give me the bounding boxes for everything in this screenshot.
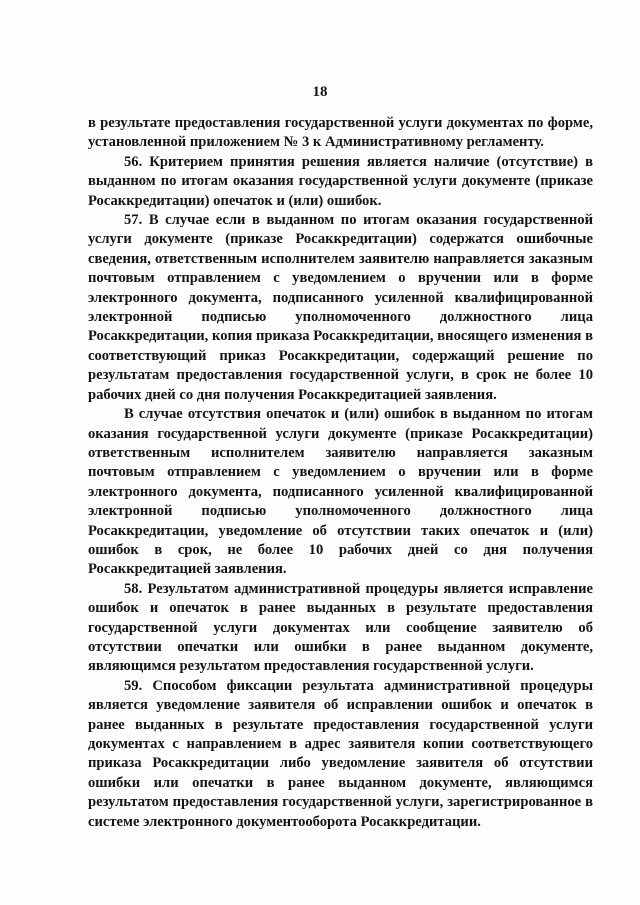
- paragraph-57: 57. В случае если в выданном по итогам оказания государственной услуги документе (приказе Росаккредитации) содержатся ошибочные сведения, ответственным исполнителем заявителю направляется заказным почтовым отправлением с уведомлением о вручении или в форме электронного документа, подписанного усиленной квалифицированной электронной подписью уполномоченного должностного лица Росаккредитации, копия приказа Росаккредитации, вносящего изменения в соответствующий приказ Росаккредитации, содержащий решение по результатам предоставления государственной услуги, в срок не более 10 рабочих дней со дня получения Росаккредитацией заявления.: [88, 212, 593, 403]
- paragraph-57-absence: В случае отсутствия опечаток и (или) ошибок в выданном по итогам оказания государственной услуги документе (приказе Росаккредитации) ответственным исполнителем заявителю направляется заказным почтовым отправлением с уведомлением о вручении или в форме электронного документа, подписанного усиленной квалифицированной электронной подписью уполномоченного должностного лица Росаккредитации, уведомление об отсутствии таких опечаток и (или) ошибок в срок, не более 10 рабочих дней со дня получения Росаккредитацией заявления.: [88, 406, 593, 578]
- paragraph-56: 56. Критерием принятия решения является наличие (отсутствие) в выданном по итогам оказания государственной услуги документе (приказе Росаккредитации) опечаток и (или) ошибок.: [88, 153, 593, 209]
- paragraph-59: 59. Способом фиксации результата административной процедуры является уведомление заявителя об исправлении ошибок и опечаток в ранее выданных в результате предоставления государственной услуги документах с направлением в адрес заявителя копии соответствующего приказа Росаккредитации либо уведомление заявителя об отсутствии ошибки или опечатки в ранее выданном документе, являющимся результатом предоставления государственной услуги, зарегистрированное в системе электронного документооборота Росаккредитации.: [88, 677, 593, 830]
- page-number: 18: [312, 84, 328, 100]
- document-body: [88, 114, 593, 832]
- paragraph-continuation: в результате предоставления государственной услуги документах по форме, установленной приложением № 3 к Административному регламенту.: [88, 115, 593, 151]
- paragraph-58: 58. Результатом административной процедуры является исправление ошибок и опечаток в ранее выданных в результате предоставления государственной услуги документах или сообщение заявителю об отсутствии опечатки или ошибки в ранее выданном документе, являющимся результатом предоставления государственной услуги.: [88, 580, 593, 675]
